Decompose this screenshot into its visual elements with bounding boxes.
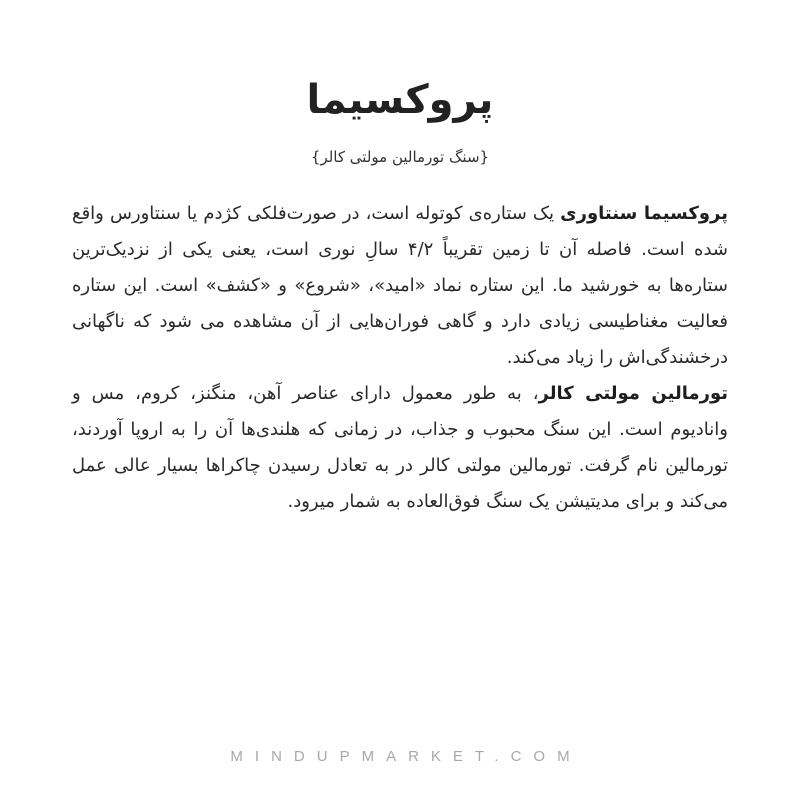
- paragraph-lead-tourmaline: تورمالین مولتی کالر: [538, 383, 729, 404]
- page-title: پروکسیما: [306, 77, 494, 123]
- paragraph-proxima: [72, 196, 728, 376]
- paragraph-lead-proxima: پروکسیما سنتاوری: [560, 203, 728, 224]
- paragraph-tourmaline: [72, 376, 728, 520]
- brand-footer: MINDUPMARKET.COM: [230, 748, 582, 765]
- paragraph-text-proxima: یک ستاره‌ی کوتوله است، در صورت‌فلکی کژدم یا سنتاورس واقع شده است. فاصله آن تا زمین تقریباً ۴/۲ سالِ نوری است، یعنی یکی از نزدیک‌ترین ستاره‌ها به خورشید ما. این ستاره نماد «امید»، «شروع» و «کشف» است. این ستاره فعالیت مغناطیسی زیادی دارد و گاهی فوران‌هایی از آن مشاهده می شود که ناگهانی درخشندگی‌اش را زیاد می‌کند.: [72, 203, 728, 368]
- paragraph-text-tourmaline: ، به طور معمول دارای عناصر آهن، منگنز، کروم، مس و وانادیوم است. این سنگ محبوب و جذاب، در زمانی که هلندی‌ها آن را به اروپا آوردند، تورمالین نام گرفت. تورمالین مولتی کالر در به تعادل رسیدن چاکراها بسیار عالی عمل می‌کند و برای مدیتیشن یک سنگ فوق‌العاده به شمار میرود.: [72, 383, 728, 512]
- page-subtitle: {سنگ تورمالین مولتی کالر}: [310, 148, 490, 166]
- article-body: [72, 196, 728, 520]
